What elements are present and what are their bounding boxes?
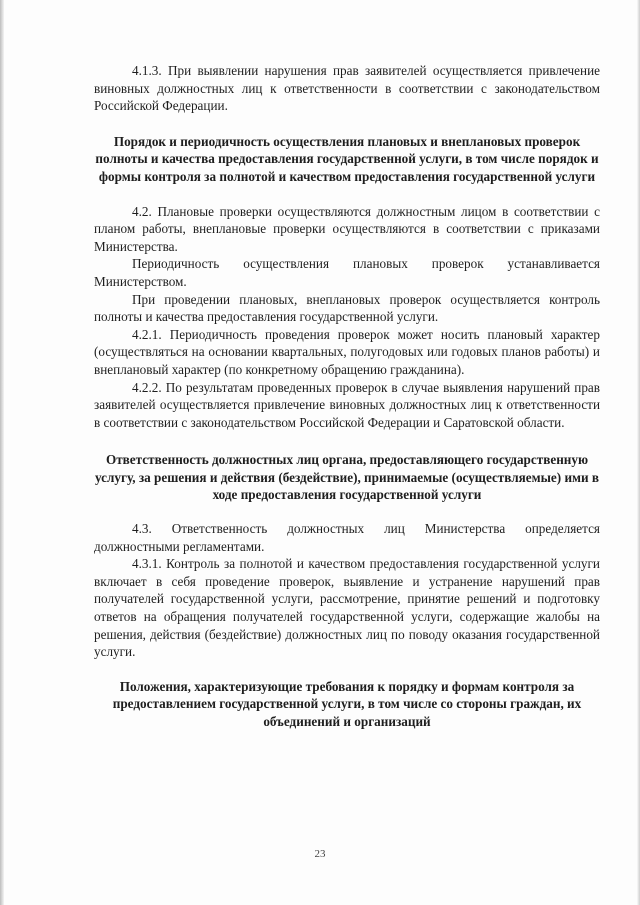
paragraph-4-1-3: 4.1.3. При выявлении нарушения прав заявителей осуществляется привлечение виновных должностных лиц к ответственности в соответствии с законодательством Российской Федерации. [94,63,600,114]
paragraph-4-2-2: 4.2.2. По результатам проведенных проверок в случае выявления нарушений прав заявителей осуществляется привлечение виновных должностных лиц к ответственности в соответствии с законодательством Российской Федерации и Саратовской области. [94,379,600,430]
paragraph-inspection-control: При проведении плановых, внеплановых проверок осуществляется контроль полноты и качества предоставления государственной услуги. [94,291,600,325]
scan-edge-left [0,0,4,905]
paragraph-4-3: 4.3. Ответственность должностных лиц Министерства определяется должностными регламентами. [94,521,600,554]
heading-inspection-procedure: Порядок и периодичность осуществления плановых и внеплановых проверок полноты и качества предоставления государственной услуги, в том числе порядок и формы контроля за полнотой и качеством предоставления государственной услуги [95,133,599,184]
page-content [94,62,600,731]
paragraph-4-3-1: 4.3.1. Контроль за полнотой и качеством предоставления государственной услуги включает в себя проведение проверок, выявление и устранение нарушений прав получателей государственной услуги, рассмотрение, принятие решений и подготовку ответов на обращения получателей государственной услуги, содержащие жалобы на решения, действия (бездействие) должностных лиц по поводу оказания государственной услуги. [94,556,600,660]
paragraph-periodicity: Периодичность осуществления плановых проверок устанавливается Министерством. [94,256,600,289]
heading-control-requirements: Положения, характеризующие требования к порядку и формам контроля за предоставлением государственной услуги, в том числе со стороны граждан, их объединений и организаций [112,678,582,729]
page-number: 23 [314,848,326,860]
paragraph-4-2-1: 4.2.1. Периодичность проведения проверок может носить плановый характер (осуществляться на основании квартальных, полугодовых или годовых планов работы) и внеплановый характер (по конкретному обращению гражданина). [94,326,600,377]
paragraph-4-2: 4.2. Плановые проверки осуществляются должностным лицом в соответствии с планом работы, внеплановые проверки осуществляются в соответствии с приказами Министерства. [94,203,600,254]
heading-officials-responsibility: Ответственность должностных лиц органа, предоставляющего государственную услугу, за решения и действия (бездействие), принимаемые (осуществляемые) ими в ходе предоставления государственной услуги [94,452,600,503]
